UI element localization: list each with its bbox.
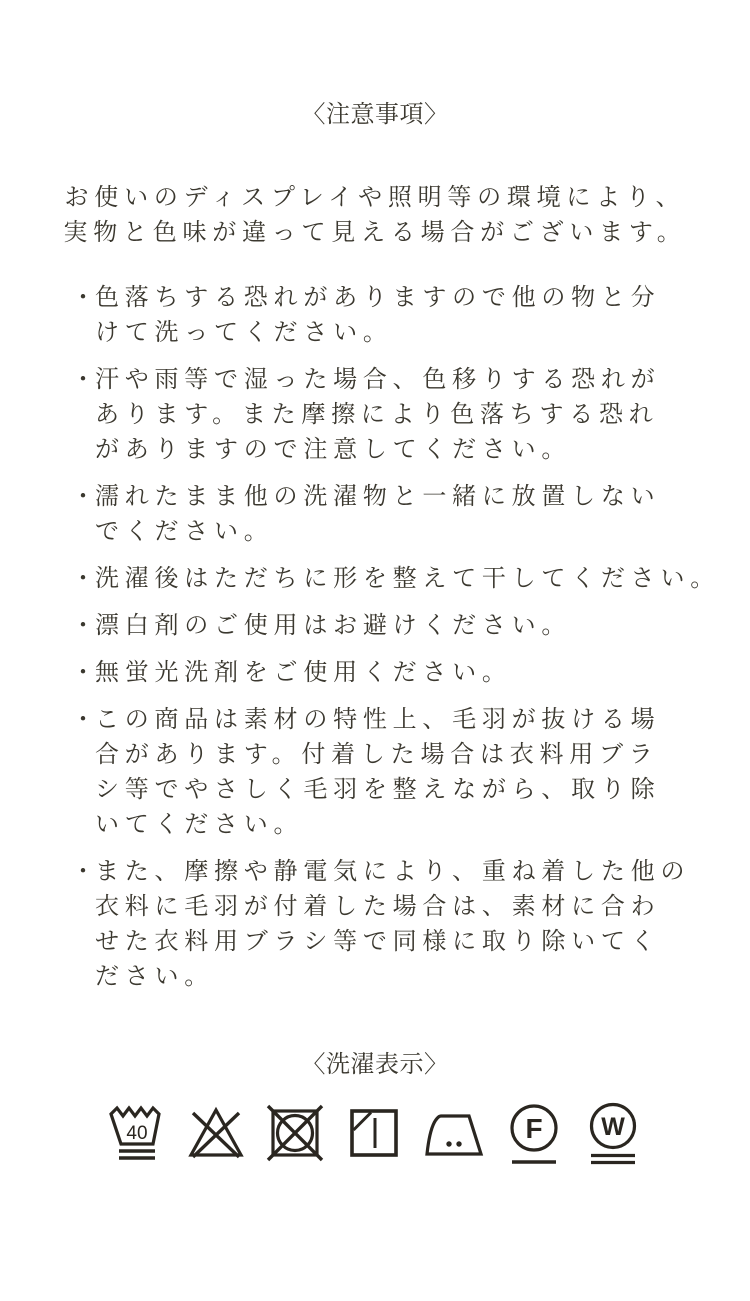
intro-line: 実物と色味が違って見える場合がございます。 (63, 219, 687, 246)
bullet-marker: ・ (71, 858, 95, 885)
note-line: でください。 (95, 518, 274, 545)
bullet-marker: ・ (71, 659, 95, 686)
list-item (71, 655, 675, 690)
precautions-title: 〈注意事項〉 (301, 101, 449, 128)
precautions-list (71, 280, 720, 994)
note-line: あります。また摩擦により色落ちする恐れ (95, 401, 659, 428)
bullet-marker: ・ (71, 706, 95, 733)
intro-paragraph (0, 180, 750, 250)
note-line: 合があります。付着した場合は衣料用ブラ (95, 741, 659, 768)
bullet-marker: ・ (71, 366, 95, 393)
note-line: 色落ちする恐れがありますので他の物と分 (95, 284, 661, 311)
note-line: 無蛍光洗剤をご使用ください。 (95, 659, 512, 686)
note-line: がありますので注意してください。 (95, 436, 572, 463)
list-item (71, 362, 675, 467)
list-item (71, 561, 720, 596)
list-item (71, 854, 691, 994)
bullet-marker: ・ (71, 284, 95, 311)
list-item (71, 479, 675, 549)
note-line: せた衣料用ブラシ等で同様に取り除いてく (95, 928, 661, 955)
bullet-marker: ・ (71, 483, 95, 510)
note-line: けて洗ってください。 (95, 319, 393, 346)
wash-40-very-mild-icon (107, 1102, 167, 1166)
care-symbols-title: 〈洗濯表示〉 (301, 1051, 449, 1078)
note-line: 汗や雨等で湿った場合、色移りする恐れが (95, 366, 661, 393)
line-dry-in-shade-icon (344, 1102, 404, 1166)
bullet-marker: ・ (71, 565, 95, 592)
professional-wet-clean-W-icon (583, 1102, 643, 1166)
wet-clean-letter: W (601, 1113, 625, 1141)
care-symbols-row (0, 1102, 750, 1166)
note-line: ださい。 (95, 963, 215, 990)
dry-clean-letter: F (525, 1113, 543, 1144)
list-item (71, 702, 675, 842)
note-line: この商品は素材の特性上、毛羽が抜ける場 (95, 706, 661, 733)
wash-temperature-label: 40 (126, 1123, 148, 1144)
iron-medium-two-dots-icon (423, 1102, 485, 1166)
list-item (71, 608, 675, 643)
note-line: いてください。 (95, 811, 304, 838)
note-line: 漂白剤のご使用はお避けください。 (95, 612, 572, 639)
do-not-bleach-icon (186, 1102, 246, 1166)
note-line: 濡れたまま他の洗濯物と一緒に放置しない (95, 483, 661, 510)
note-line: 衣料に毛羽が付着した場合は、素材に合わ (95, 893, 661, 920)
bullet-marker: ・ (71, 612, 95, 639)
note-line: 洗濯後はただちに形を整えて干してください。 (95, 565, 720, 592)
list-item (71, 280, 675, 350)
note-line: また、摩擦や静電気により、重ね着した他の (95, 858, 691, 885)
intro-line: お使いのディスプレイや照明等の環境により、 (64, 184, 686, 211)
do-not-tumble-dry-icon (265, 1102, 325, 1166)
professional-dry-clean-F-icon (504, 1102, 564, 1166)
note-line: シ等でやさしく毛羽を整えながら、取り除 (95, 776, 661, 803)
